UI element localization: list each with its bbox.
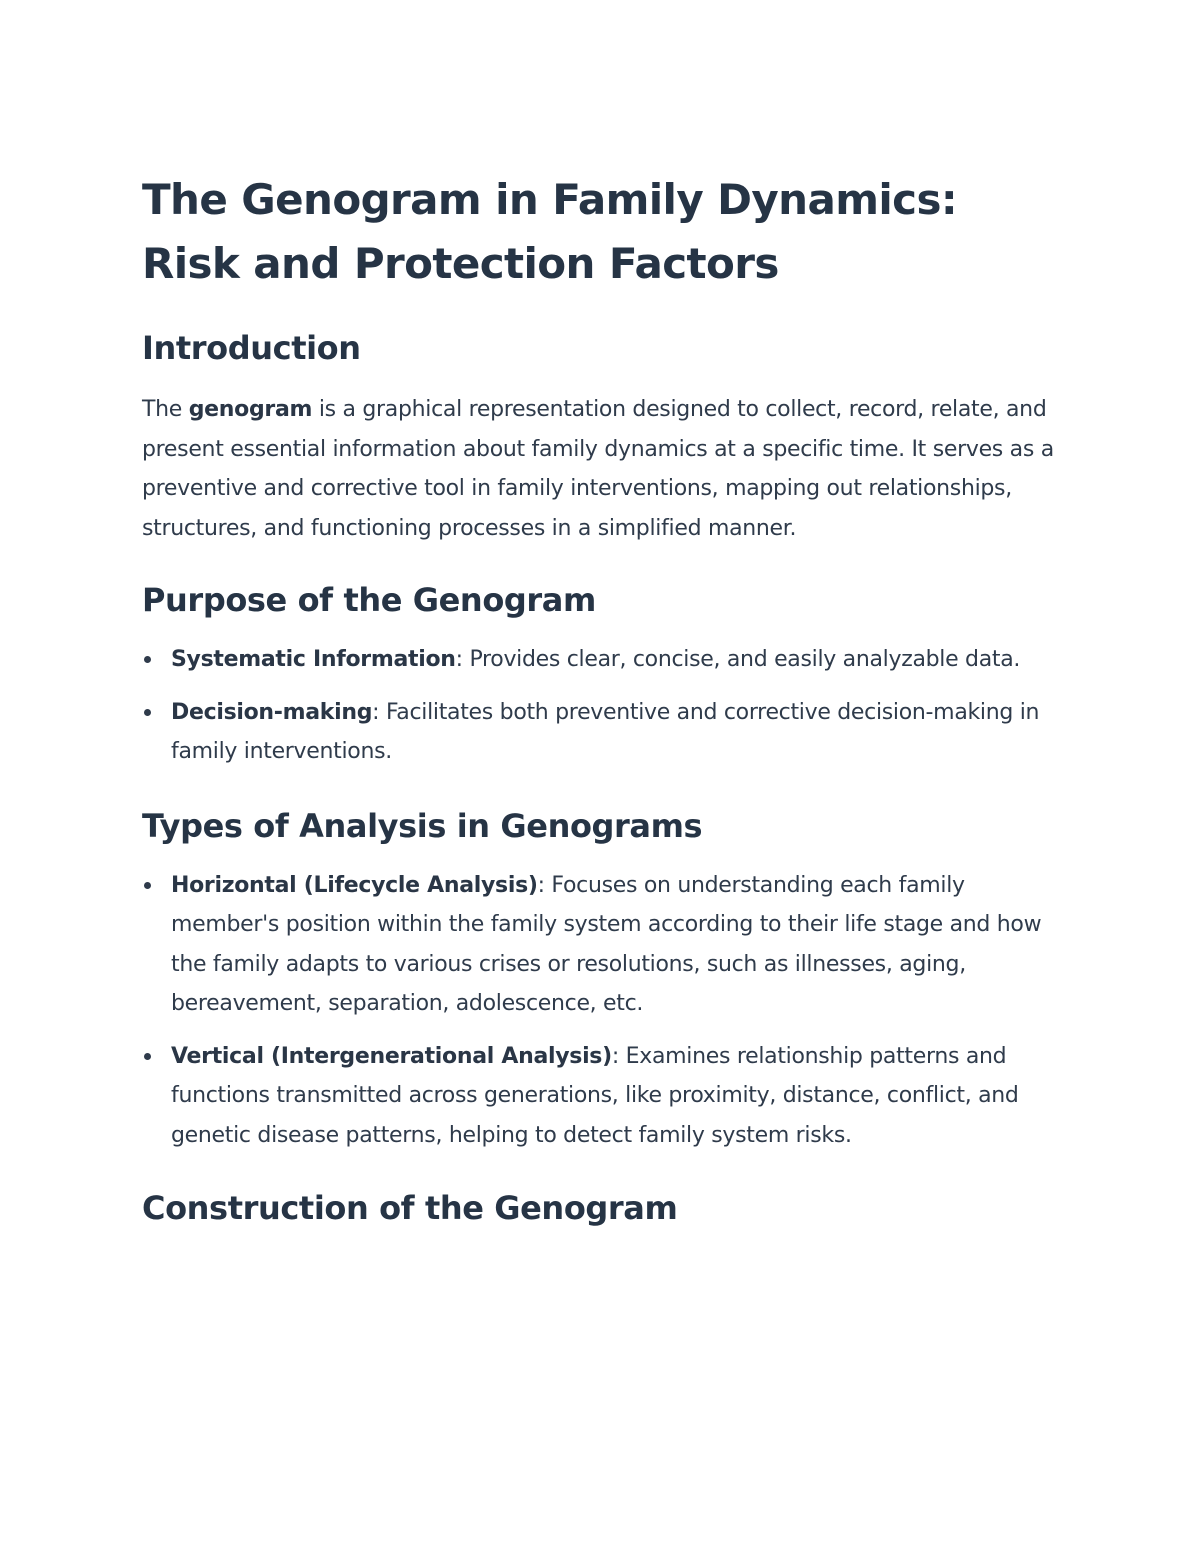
introduction-paragraph (142, 390, 1054, 548)
list-item (142, 640, 1054, 680)
list-item-text: : Examines relationship patterns and functions transmitted across generations, like proximity, distance, conflict, and genetic disease patterns, helping to detect family system risks. (171, 1043, 1019, 1148)
document-page (142, 168, 1054, 1230)
list-item-text: : Provides clear, concise, and easily analyzable data. (455, 647, 1021, 672)
purpose-list (142, 640, 1054, 772)
bullet-icon (144, 1053, 151, 1060)
list-item (142, 866, 1054, 1024)
list-item-term: Vertical (Intergenerational Analysis) (171, 1043, 612, 1069)
section-heading-purpose: Purpose of the Genogram (142, 581, 596, 619)
list-item (142, 693, 1054, 772)
bullet-icon (144, 709, 151, 716)
bullet-icon (144, 882, 151, 889)
list-item-term: Horizontal (Lifecycle Analysis) (171, 872, 538, 898)
list-item-term: Decision-making (171, 699, 373, 725)
list-item (142, 1037, 1054, 1156)
list-item-text: : Focuses on understanding each family member's position within the family system according to their life stage and how the family adapts to various crises or resolutions, such as illnesses, aging, bereavement, separation, adolescence, etc. (171, 872, 1042, 1016)
list-item-term: Systematic Information (171, 647, 456, 672)
intro-text-rest: is a graphical representation designed to collect, record, relate, and present essential information about family dynamics at a specific time. It serves as a preventive and corrective tool in family interventions, mapping out relationships, structures, and functioning processes in a simplified manner. (142, 397, 1054, 541)
intro-text-start: The (142, 397, 189, 422)
section-heading-construction: Construction of the Genogram (142, 1189, 678, 1227)
section-heading-types: Types of Analysis in Genograms (142, 806, 703, 845)
bullet-icon (144, 656, 151, 663)
section-heading-introduction: Introduction (142, 329, 361, 367)
types-list (142, 866, 1054, 1156)
document-title: The Genogram in Family Dynamics: Risk and Protection Factors (142, 175, 958, 288)
intro-term-genogram: genogram (188, 397, 313, 422)
list-item-text: : Facilitates both preventive and corrective decision-making in family interventions. (171, 699, 1040, 764)
